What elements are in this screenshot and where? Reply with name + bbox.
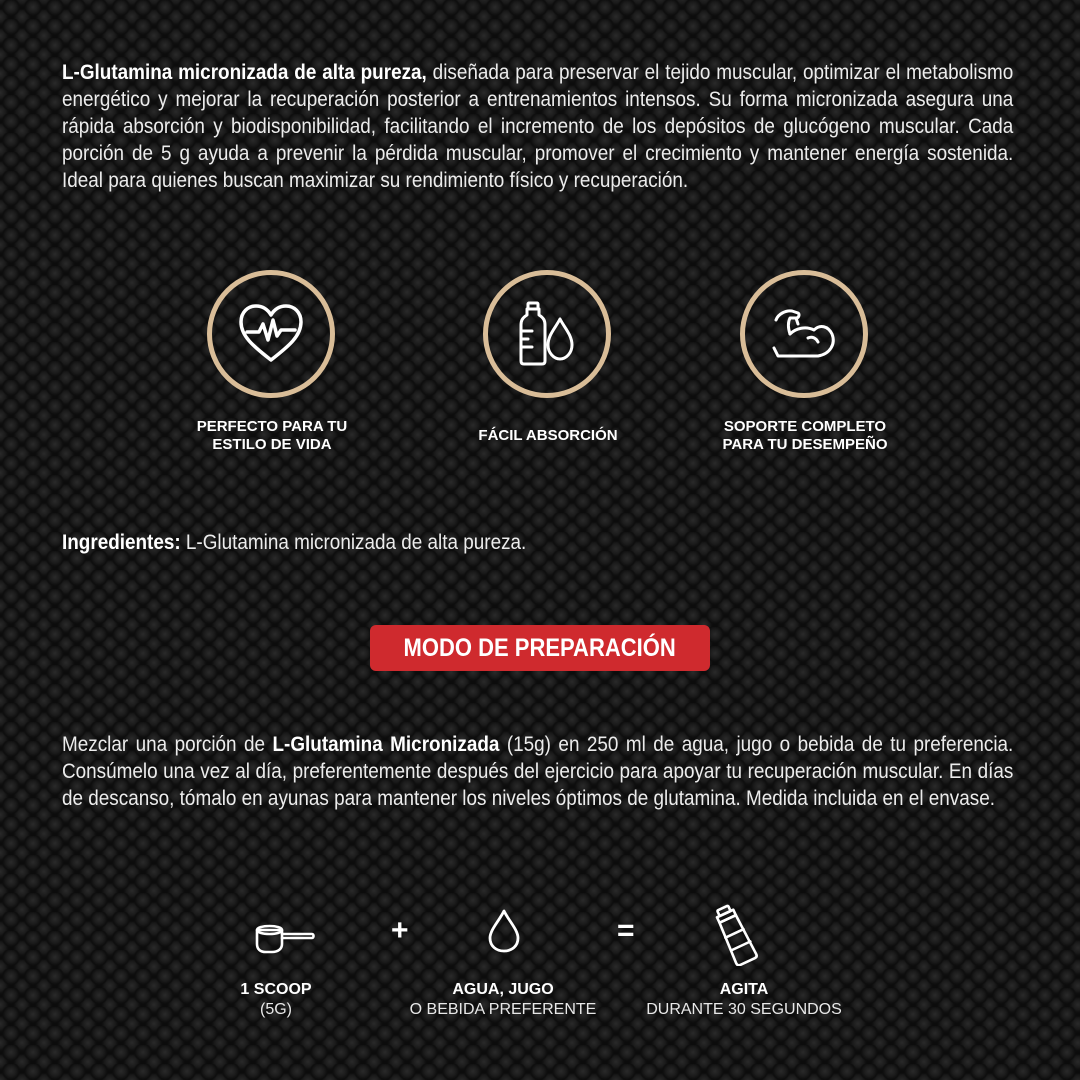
heart-pulse-icon: [233, 296, 309, 372]
feature-label-line2: ESTILO DE VIDA: [212, 436, 332, 453]
intro-text: diseñada para preservar el tejido muscular, optimizar el metabolismo energético y mejorar la recuperación posterior a entrenamientos intensos. Su forma micronizada asegura una rápida absorción y biodisponibilidad, facilitando el incremento de los depósitos de glucógeno muscular. Cada porción de 5 g ayuda a prevenir la pérdida muscular, promover el crecimiento y mantener energía sostenida. Ideal para quienes buscan maximizar su rendimiento físico y recuperación.: [62, 61, 1014, 192]
feature-label: [418, 418, 678, 454]
preparation-bold: L-Glutamina Micronizada: [272, 733, 500, 756]
step-scoop-label: [176, 980, 376, 1020]
feature-label-line1: FÁCIL ABSORCIÓN: [478, 427, 618, 444]
ingredients-label: Ingredientes:: [62, 531, 181, 554]
feature-label-line1: PERFECTO PARA TU: [196, 418, 348, 435]
feature-label: [142, 418, 402, 454]
preparation-text-after: (15g) en 250 ml de agua, jugo o bebida de tu preferencia. Consúmelo una vez al día, preferentemente después del ejercicio para apoyar tu recuperación muscular. En días de descanso, tómalo en ayunas para mantener los niveles óptimos de glutamina. Medida incluida en el envase.: [62, 733, 1014, 810]
intro-bold: L-Glutamina micronizada de alta pureza,: [62, 61, 427, 84]
scoop-icon: [252, 918, 316, 954]
step-scoop-strong: 1 SCOOP: [240, 981, 312, 998]
water-drop-icon: [486, 908, 522, 954]
step-shake-light: DURANTE 30 SEGUNDOS: [646, 1001, 842, 1018]
feature-label-line1: SOPORTE COMPLETO: [723, 418, 887, 435]
preparation-badge-label: MODO DE PREPARACIÓN: [403, 633, 677, 662]
feature-ring: [740, 270, 868, 398]
equals-sign: =: [617, 914, 635, 947]
shaker-bottle-icon: [712, 902, 764, 966]
preparation-badge: [370, 625, 710, 671]
feature-ring: [483, 270, 611, 398]
feature-ring: [207, 270, 335, 398]
intro-paragraph: [62, 59, 1013, 194]
step-liquid-light: O BEBIDA PREFERENTE: [409, 1001, 597, 1018]
step-shake-strong: AGITA: [719, 981, 769, 998]
ingredients-line: [62, 531, 526, 555]
ingredients-text: L-Glutamina micronizada de alta pureza.: [180, 531, 527, 554]
preparation-text-before: Mezclar una porción de: [62, 733, 273, 756]
feature-label: [675, 418, 935, 454]
flexed-arm-icon: [768, 298, 840, 370]
plus-sign: +: [391, 914, 409, 947]
step-scoop-light: (5G): [260, 1001, 292, 1018]
step-shake-label: [634, 980, 854, 1020]
bottle-drop-icon: [512, 299, 582, 369]
preparation-paragraph: [62, 731, 1013, 812]
step-liquid-strong: AGUA, JUGO: [452, 981, 554, 998]
step-liquid-label: [393, 980, 613, 1020]
feature-label-line2: PARA TU DESEMPEÑO: [722, 436, 888, 453]
